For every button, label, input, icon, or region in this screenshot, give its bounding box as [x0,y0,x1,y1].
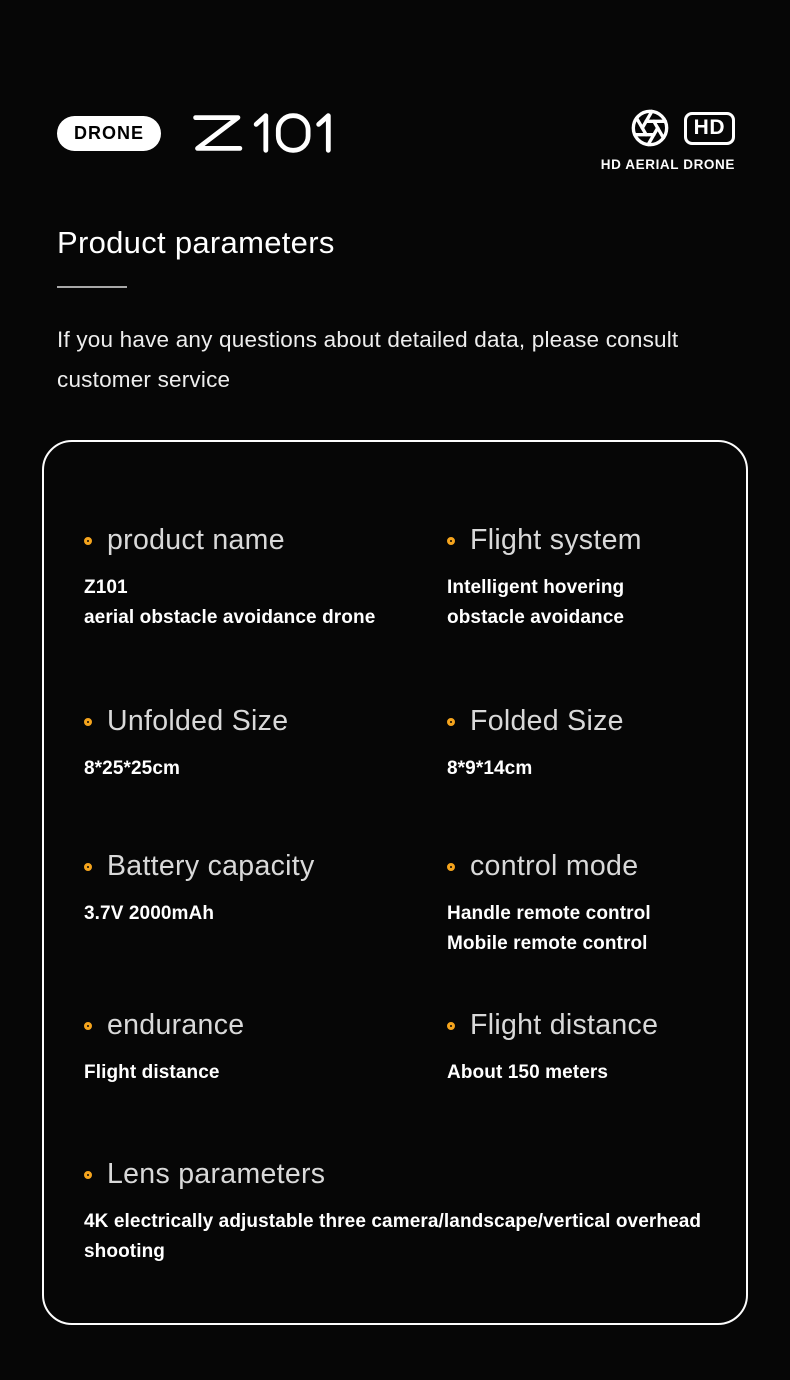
param-item [84,1154,706,1267]
bullet-ring-icon [84,537,92,545]
param-value-line: Mobile remote control [447,933,648,954]
param-value-line: Z101 [84,577,128,598]
brand [57,108,335,158]
param-value [84,754,447,784]
param-value-line: Handle remote control [447,903,651,924]
z101-logo [187,108,335,158]
param-value [447,1058,706,1088]
param-item [447,1005,706,1088]
bullet-ring-icon [447,718,455,726]
logo-digit-1a [256,116,266,151]
param-item [84,701,447,784]
parameters-box [42,440,748,1325]
param-head [84,1154,706,1194]
parameters-list [84,520,706,1267]
param-head [84,520,447,560]
tagline: HD AERIAL DRONE [600,157,735,172]
param-value-line: About 150 meters [447,1062,609,1083]
param-head [84,846,447,886]
bullet-ring-icon [447,1022,455,1030]
bullet-ring-icon [84,1022,92,1030]
param-row [84,1154,706,1267]
param-label: control mode [470,850,639,882]
bullet-ring-icon [447,863,455,871]
param-item [447,846,706,959]
param-label: endurance [107,1009,245,1041]
param-label: product name [107,524,285,556]
param-label: Flight distance [470,1009,659,1041]
param-head [447,520,706,560]
param-item [84,846,447,959]
logo-digit-0 [278,116,308,151]
param-head [84,701,447,741]
drone-badge: DRONE [57,116,161,151]
hd-badge-icon: HD [684,112,735,145]
param-label: Flight system [470,524,642,556]
bullet-ring-icon [447,537,455,545]
param-value [84,1207,706,1267]
param-head [447,1005,706,1045]
param-label: Lens parameters [107,1158,326,1190]
param-row [84,701,706,784]
param-value [447,573,706,633]
hd-block [601,108,735,172]
title-underline [57,286,127,288]
param-value-line: 4K electrically adjustable three camera/landscape/vertical overhead shooting [84,1211,702,1262]
param-head [84,1005,447,1045]
param-head [447,846,706,886]
param-label: Unfolded Size [107,705,289,737]
param-item [84,1005,447,1088]
hd-icons [630,108,735,148]
param-value [84,899,447,929]
param-row [84,846,706,959]
param-row [84,1005,706,1088]
param-item [447,701,706,784]
param-value [84,573,447,633]
param-value [447,899,706,959]
param-value [84,1058,447,1088]
param-value-line: Flight distance [84,1062,220,1083]
param-item [84,520,447,633]
bullet-ring-icon [84,863,92,871]
logo-digit-1b [319,116,329,151]
param-label: Folded Size [470,705,624,737]
page-title: Product parameters [57,225,335,260]
param-row [84,520,706,633]
bullet-ring-icon [84,718,92,726]
param-value-line: Intelligent hovering [447,577,625,598]
param-value-line: obstacle avoidance [447,607,625,628]
param-value-line: 8*9*14cm [447,758,533,779]
param-value [447,754,706,784]
intro-description: If you have any questions about detailed data, please consult customer service [57,327,679,392]
param-value-line: aerial obstacle avoidance drone [84,607,376,628]
param-value-line: 3.7V 2000mAh [84,903,215,924]
param-item [447,520,706,633]
bullet-ring-icon [84,1171,92,1179]
param-label: Battery capacity [107,850,315,882]
aperture-icon [630,108,670,148]
param-value-line: 8*25*25cm [84,758,180,779]
header [0,0,790,172]
logo-letter-z [196,118,240,149]
param-head [447,701,706,741]
